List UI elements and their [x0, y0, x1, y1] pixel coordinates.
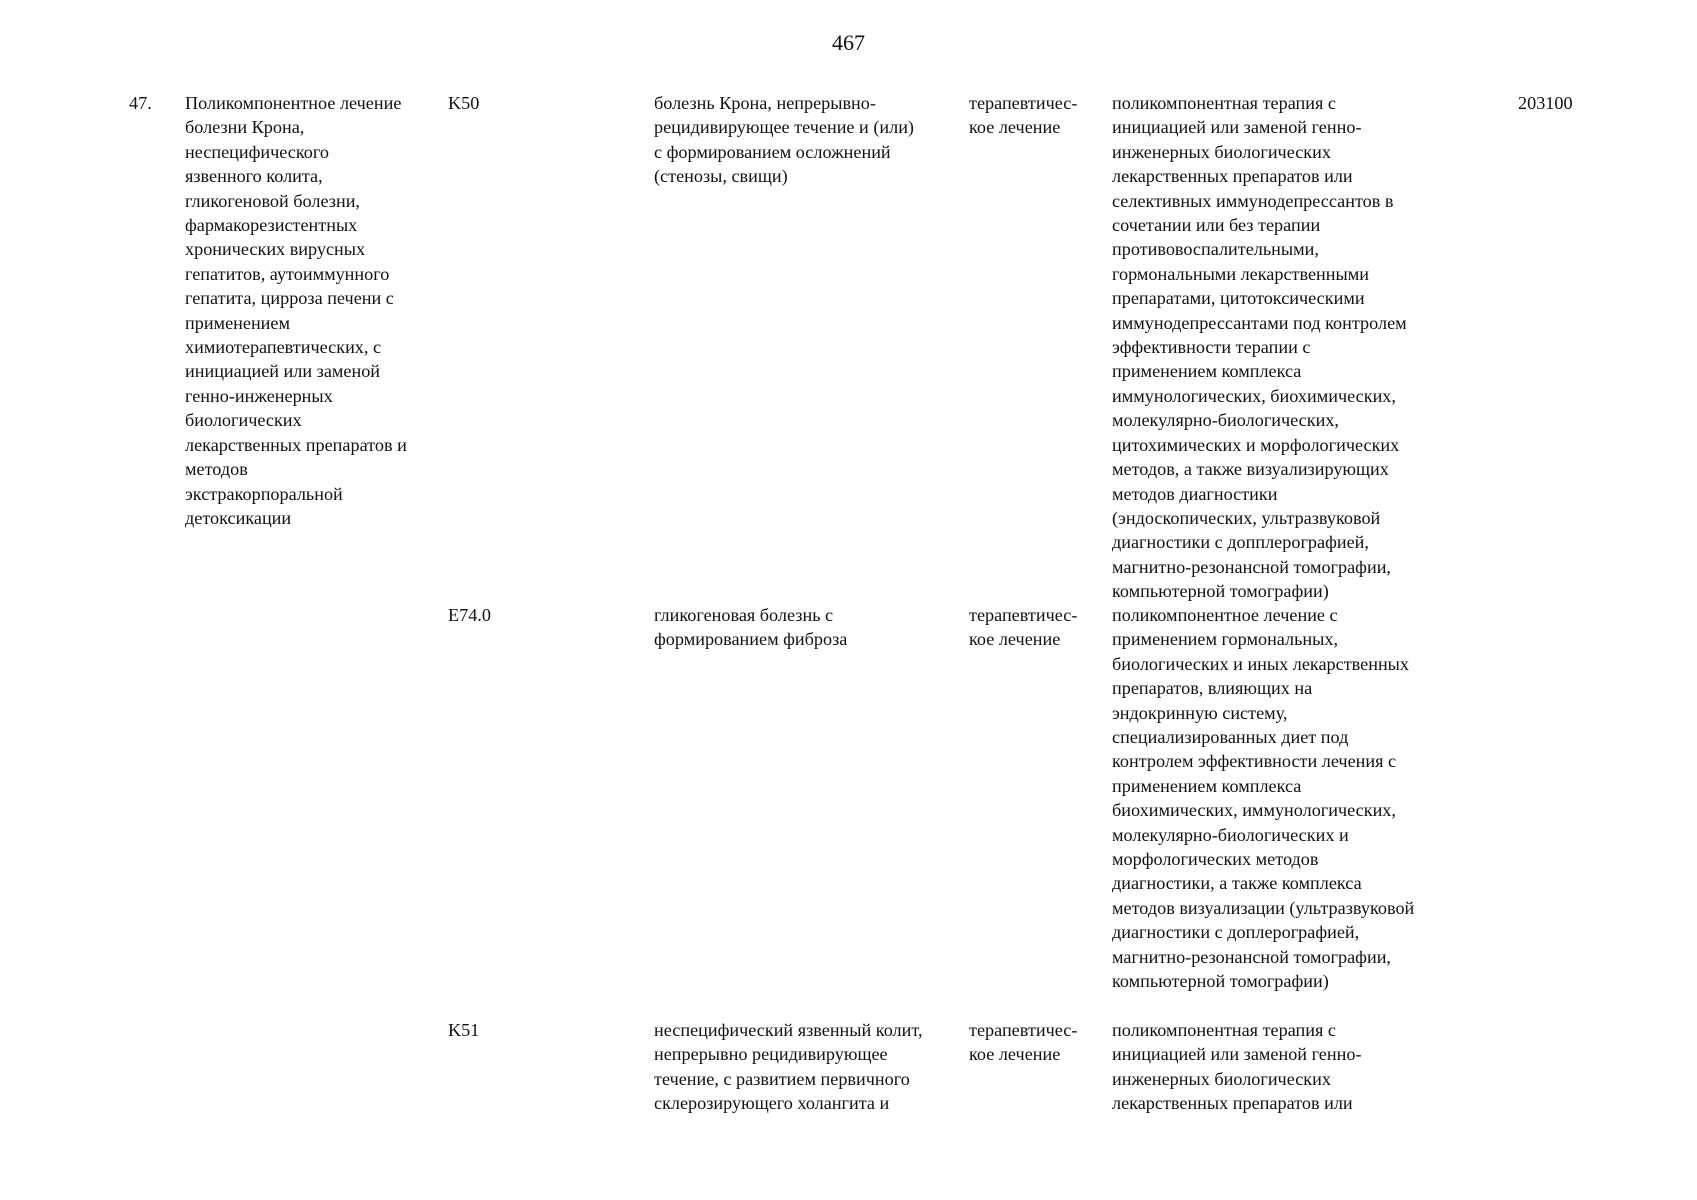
entry-treatment-type: терапевтичес- кое лечение: [969, 605, 1078, 650]
entry-treatment-method: поликомпонентная терапия с инициацией или заменой генно- инженерных биологических лекарственных препаратов или: [1112, 1020, 1362, 1114]
entry-treatment-type: терапевтичес- кое лечение: [969, 93, 1078, 138]
entry-patient-model: гликогеновая болезнь с формированием фиброза: [654, 605, 848, 650]
entry-treatment-method: поликомпонентная терапия с инициацией или заменой генно- инженерных биологических лекарственных препаратов или селективных иммунодепрессантов в сочетании или без терапии противовоспалительными, гормональными лекарственными препаратами, цитотоксическими иммунодепрессантами под контролем эффективности терапии с применением комплекса иммунологических, биохимических, молекулярно-биологических, цитохимических и морфологических методов, а также визуализирующих методов диагностики (эндоскопических, ультразвуковой диагностики с допплерографией, магнитно-резонансной томографии, компьютерной томографии): [1112, 93, 1407, 602]
entry-treatment-type: терапевтичес- кое лечение: [969, 1020, 1078, 1065]
row-price: 203100: [1518, 93, 1573, 113]
entry-code: K50: [448, 93, 480, 113]
service-name: Поликомпонентное лечение болезни Крона, неспецифического язвенного колита, гликогеновой болезни, фармакорезистентных хронических вирусных гепатитов, аутоиммунного гепатита, цирроза печени с применением химиотерапевтических, с инициацией или заменой генно-инженерных биологических лекарственных препаратов и методов экстракорпоральной детоксикации: [185, 93, 407, 528]
entry-patient-model: неспецифический язвенный колит, непрерывно рецидивирующее течение, с развитием первичного склерозирующего холангита и: [654, 1020, 923, 1114]
page-number: 467: [832, 30, 865, 55]
entry-code: E74.0: [448, 605, 491, 625]
entry-patient-model: болезнь Крона, непрерывно- рецидивирующее течение и (или) с формированием осложнений (стенозы, свищи): [654, 93, 914, 187]
row-number: 47.: [129, 93, 152, 113]
entry-code: K51: [448, 1020, 480, 1040]
entry-treatment-method: поликомпонентное лечение с применением гормональных, биологических и иных лекарственных препаратов, влияющих на эндокринную систему, специализированных диет под контролем эффективности лечения с применением комплекса биохимических, иммунологических, молекулярно-биологических и морфологических методов диагностики, а также комплекса методов визуализации (ультразвуковой диагностики с доплерографией, магнитно-резонансной томографии, компьютерной томографии): [1112, 605, 1415, 992]
